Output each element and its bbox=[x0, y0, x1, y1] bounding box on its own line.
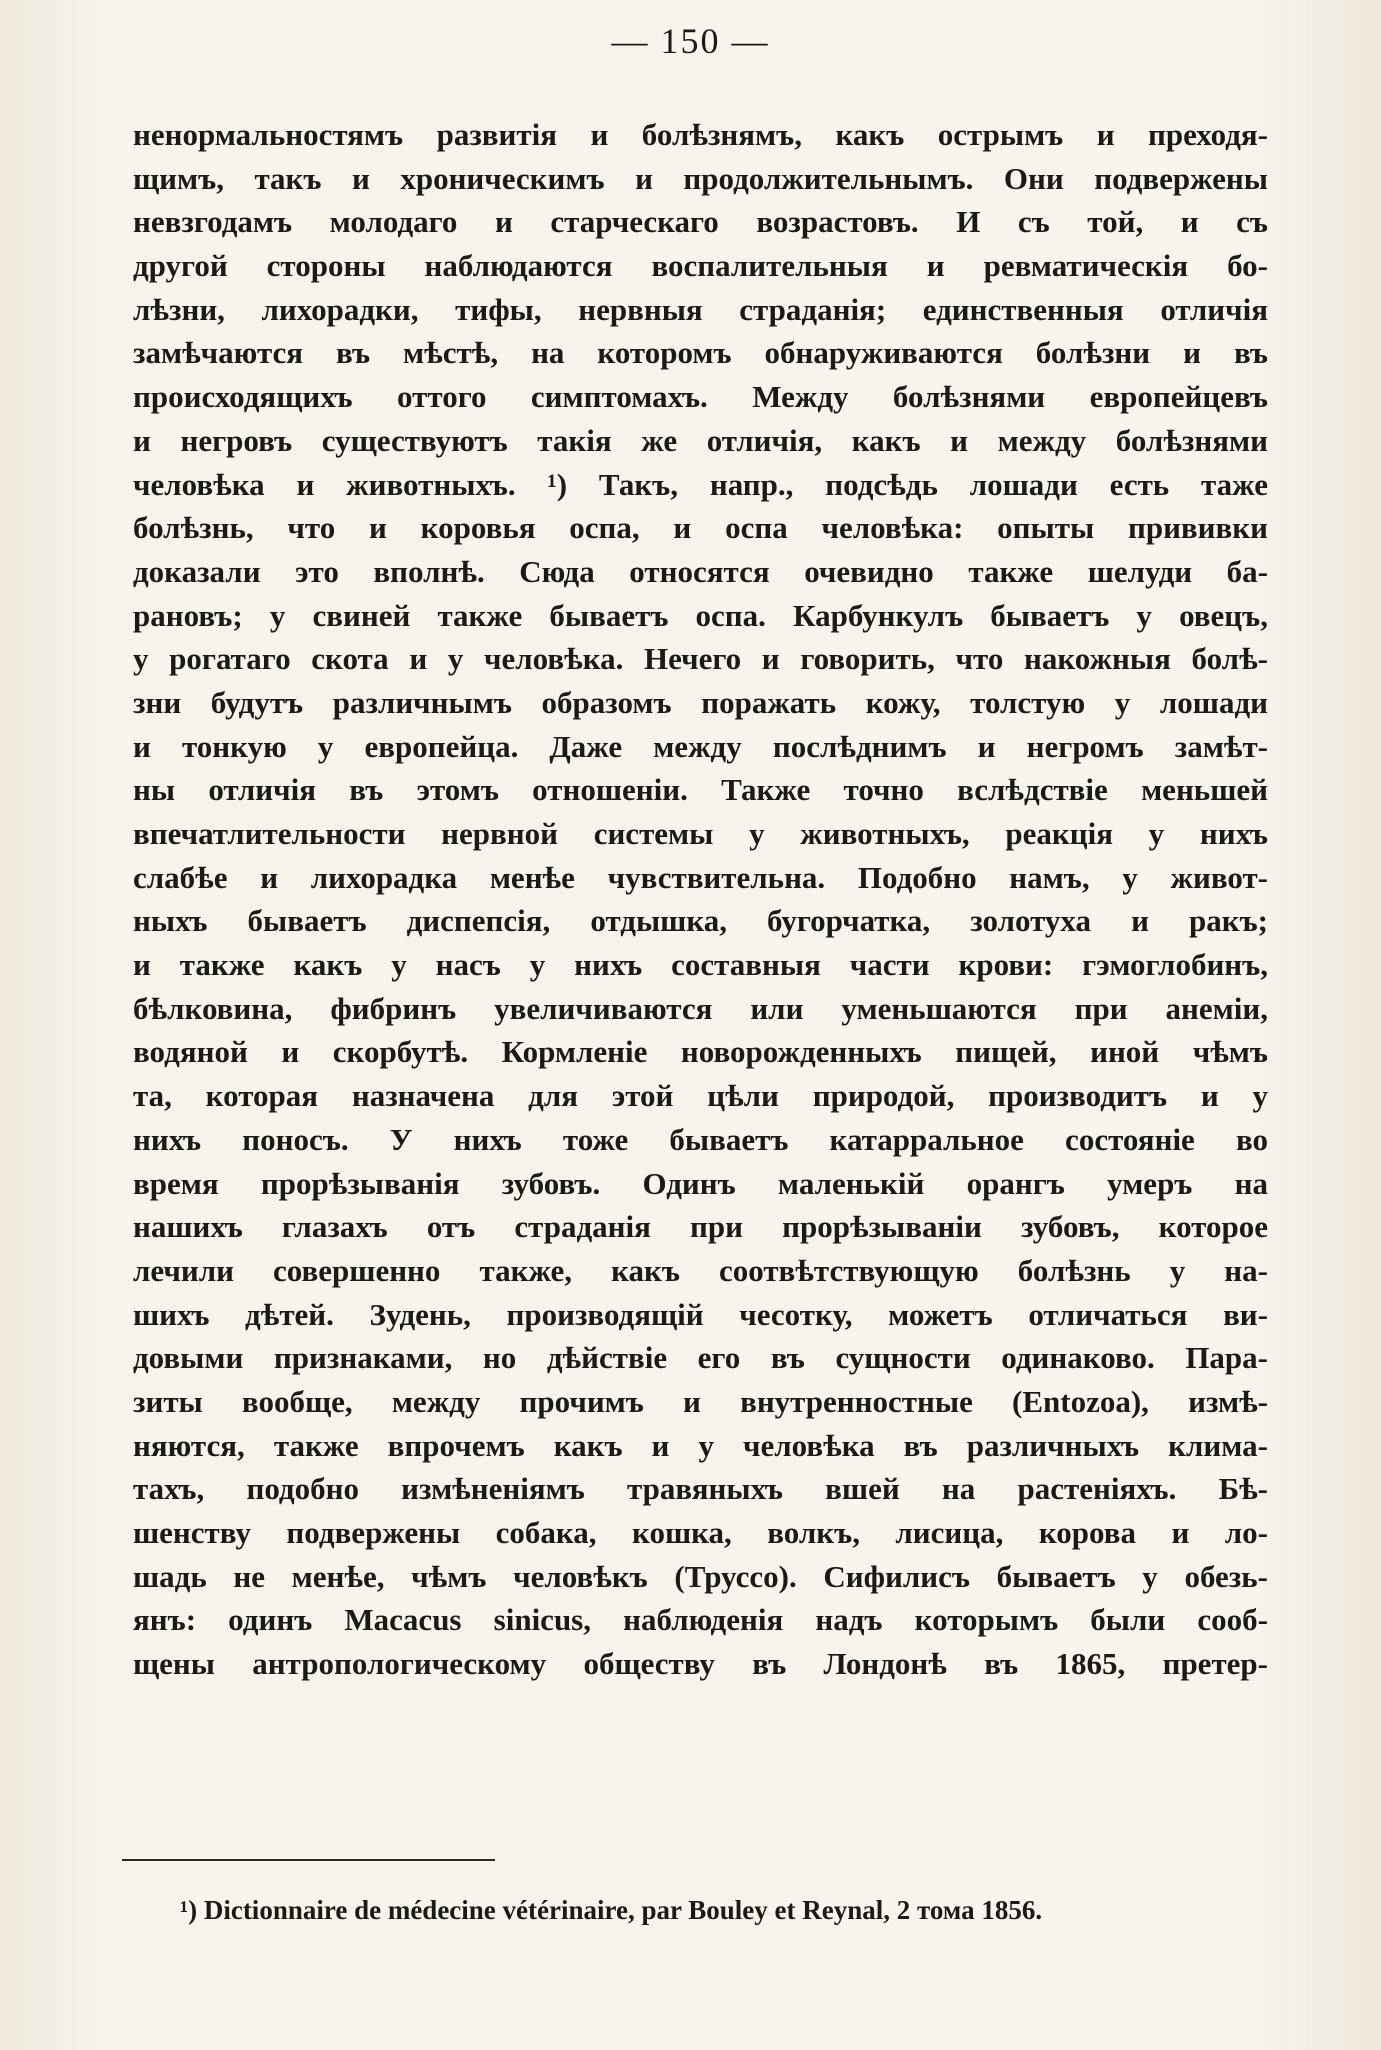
text-line: няются, также впрочемъ какъ и у человѣка въ различныхъ клима- bbox=[133, 1427, 1268, 1463]
text-line: человѣка и животныхъ. ¹) Такъ, напр., подсѣдь лошади есть таже bbox=[133, 466, 1268, 502]
text-line: та, которая назначена для этой цѣли природой, производитъ и у bbox=[133, 1078, 1268, 1114]
footnote-divider bbox=[122, 1859, 495, 1861]
text-line: довыми признаками, но дѣйствіе его въ сущности одинаково. Пара- bbox=[133, 1340, 1268, 1376]
text-line: впечатлительности нервной системы у животныхъ, реакція у нихъ bbox=[133, 816, 1268, 851]
text-line: янъ: одинъ Macacus sinicus, наблюденія надъ которымъ были сооб- bbox=[133, 1602, 1268, 1638]
text-line: шихъ дѣтей. Зудень, производящій чесотку, можетъ отличаться ви- bbox=[133, 1296, 1268, 1332]
text-line: другой стороны наблюдаются воспалительныя и ревматическія бо- bbox=[133, 248, 1268, 284]
text-line: шенству подвержены собака, кошка, волкъ, лисица, корова и ло- bbox=[133, 1515, 1268, 1550]
text-line: замѣчаются въ мѣстѣ, на которомъ обнаруживаются болѣзни и въ bbox=[133, 335, 1268, 371]
text-line: зни будутъ различнымъ образомъ поражать кожу, толстую у лошади bbox=[133, 684, 1268, 720]
text-line: ненормальностямъ развитія и болѣзнямъ, какъ острымъ и преходя- bbox=[133, 117, 1268, 152]
text-line: время прорѣзыванія зубовъ. Одинъ маленькій орангъ умеръ на bbox=[133, 1165, 1268, 1201]
text-line: слабѣе и лихорадка менѣе чувствительна. Подобно намъ, у живот- bbox=[133, 859, 1268, 895]
text-line: болѣзнь, что и коровья оспа, и оспа человѣка: опыты прививки bbox=[133, 510, 1268, 546]
text-line: и тонкую у европейца. Даже между послѣднимъ и негромъ замѣт- bbox=[133, 728, 1268, 764]
text-line: и также какъ у насъ у нихъ составныя части крови: гэмоглобинъ, bbox=[133, 947, 1268, 983]
footnote: ¹) Dictionnaire de médecine vétérinaire, par Bouley et Reynal, 2 тома 1856. bbox=[180, 1895, 1043, 1925]
page-number: — 150 — bbox=[611, 21, 770, 61]
text-line: и негровъ существуютъ такія же отличія, какъ и между болѣзнями bbox=[133, 422, 1268, 458]
text-line: щимъ, такъ и хроническимъ и продолжительнымъ. Они подвержены bbox=[133, 160, 1268, 196]
text-line: нашихъ глазахъ отъ страданія при прорѣзываніи зубовъ, которое bbox=[133, 1209, 1268, 1245]
text-line: невзгодамъ молодаго и старческаго возрастовъ. И съ той, и съ bbox=[133, 204, 1268, 240]
text-line: у рогатаго скота и у человѣка. Нечего и говорить, что накожныя болѣ- bbox=[133, 641, 1268, 677]
text-line: нихъ поносъ. У нихъ тоже бываетъ катарральное состояніе во bbox=[133, 1121, 1268, 1157]
text-line: ны отличія въ этомъ отношеніи. Также точно вслѣдствіе меньшей bbox=[133, 772, 1268, 808]
text-line: щены антропологическому обществу въ Лондонѣ въ 1865, претер- bbox=[133, 1646, 1268, 1682]
text-line: ныхъ бываетъ диспепсія, отдышка, бугорчатка, золотуха и ракъ; bbox=[133, 903, 1268, 939]
text-line: рановъ; у свиней также бываетъ оспа. Карбункулъ бываетъ у овецъ, bbox=[133, 597, 1268, 633]
text-line: лѣзни, лихорадки, тифы, нервныя страданія; единственныя отличія bbox=[133, 291, 1268, 327]
text-line: доказали это вполнѣ. Сюда относятся очевидно также шелуди ба- bbox=[133, 553, 1268, 589]
text-line: зиты вообще, между прочимъ и внутренностные (Entozoa), измѣ- bbox=[133, 1383, 1268, 1419]
body-text bbox=[133, 113, 1268, 1686]
text-line: шадь не менѣе, чѣмъ человѣкъ (Труссо). Сифилисъ бываетъ у обезь- bbox=[133, 1558, 1268, 1594]
text-line: водяной и скорбутѣ. Кормленіе новорожденныхъ пищей, иной чѣмъ bbox=[133, 1034, 1268, 1070]
text-line: лечили совершенно также, какъ соотвѣтствующую болѣзнь у на- bbox=[133, 1252, 1268, 1288]
text-line: бѣлковина, фибринъ увеличиваются или уменьшаются при анеміи, bbox=[133, 990, 1268, 1026]
text-line: тахъ, подобно измѣненіямъ травяныхъ вшей на растеніяхъ. Бѣ- bbox=[133, 1471, 1268, 1507]
text-line: происходящихъ оттого симптомахъ. Между болѣзнями европейцевъ bbox=[133, 379, 1268, 415]
